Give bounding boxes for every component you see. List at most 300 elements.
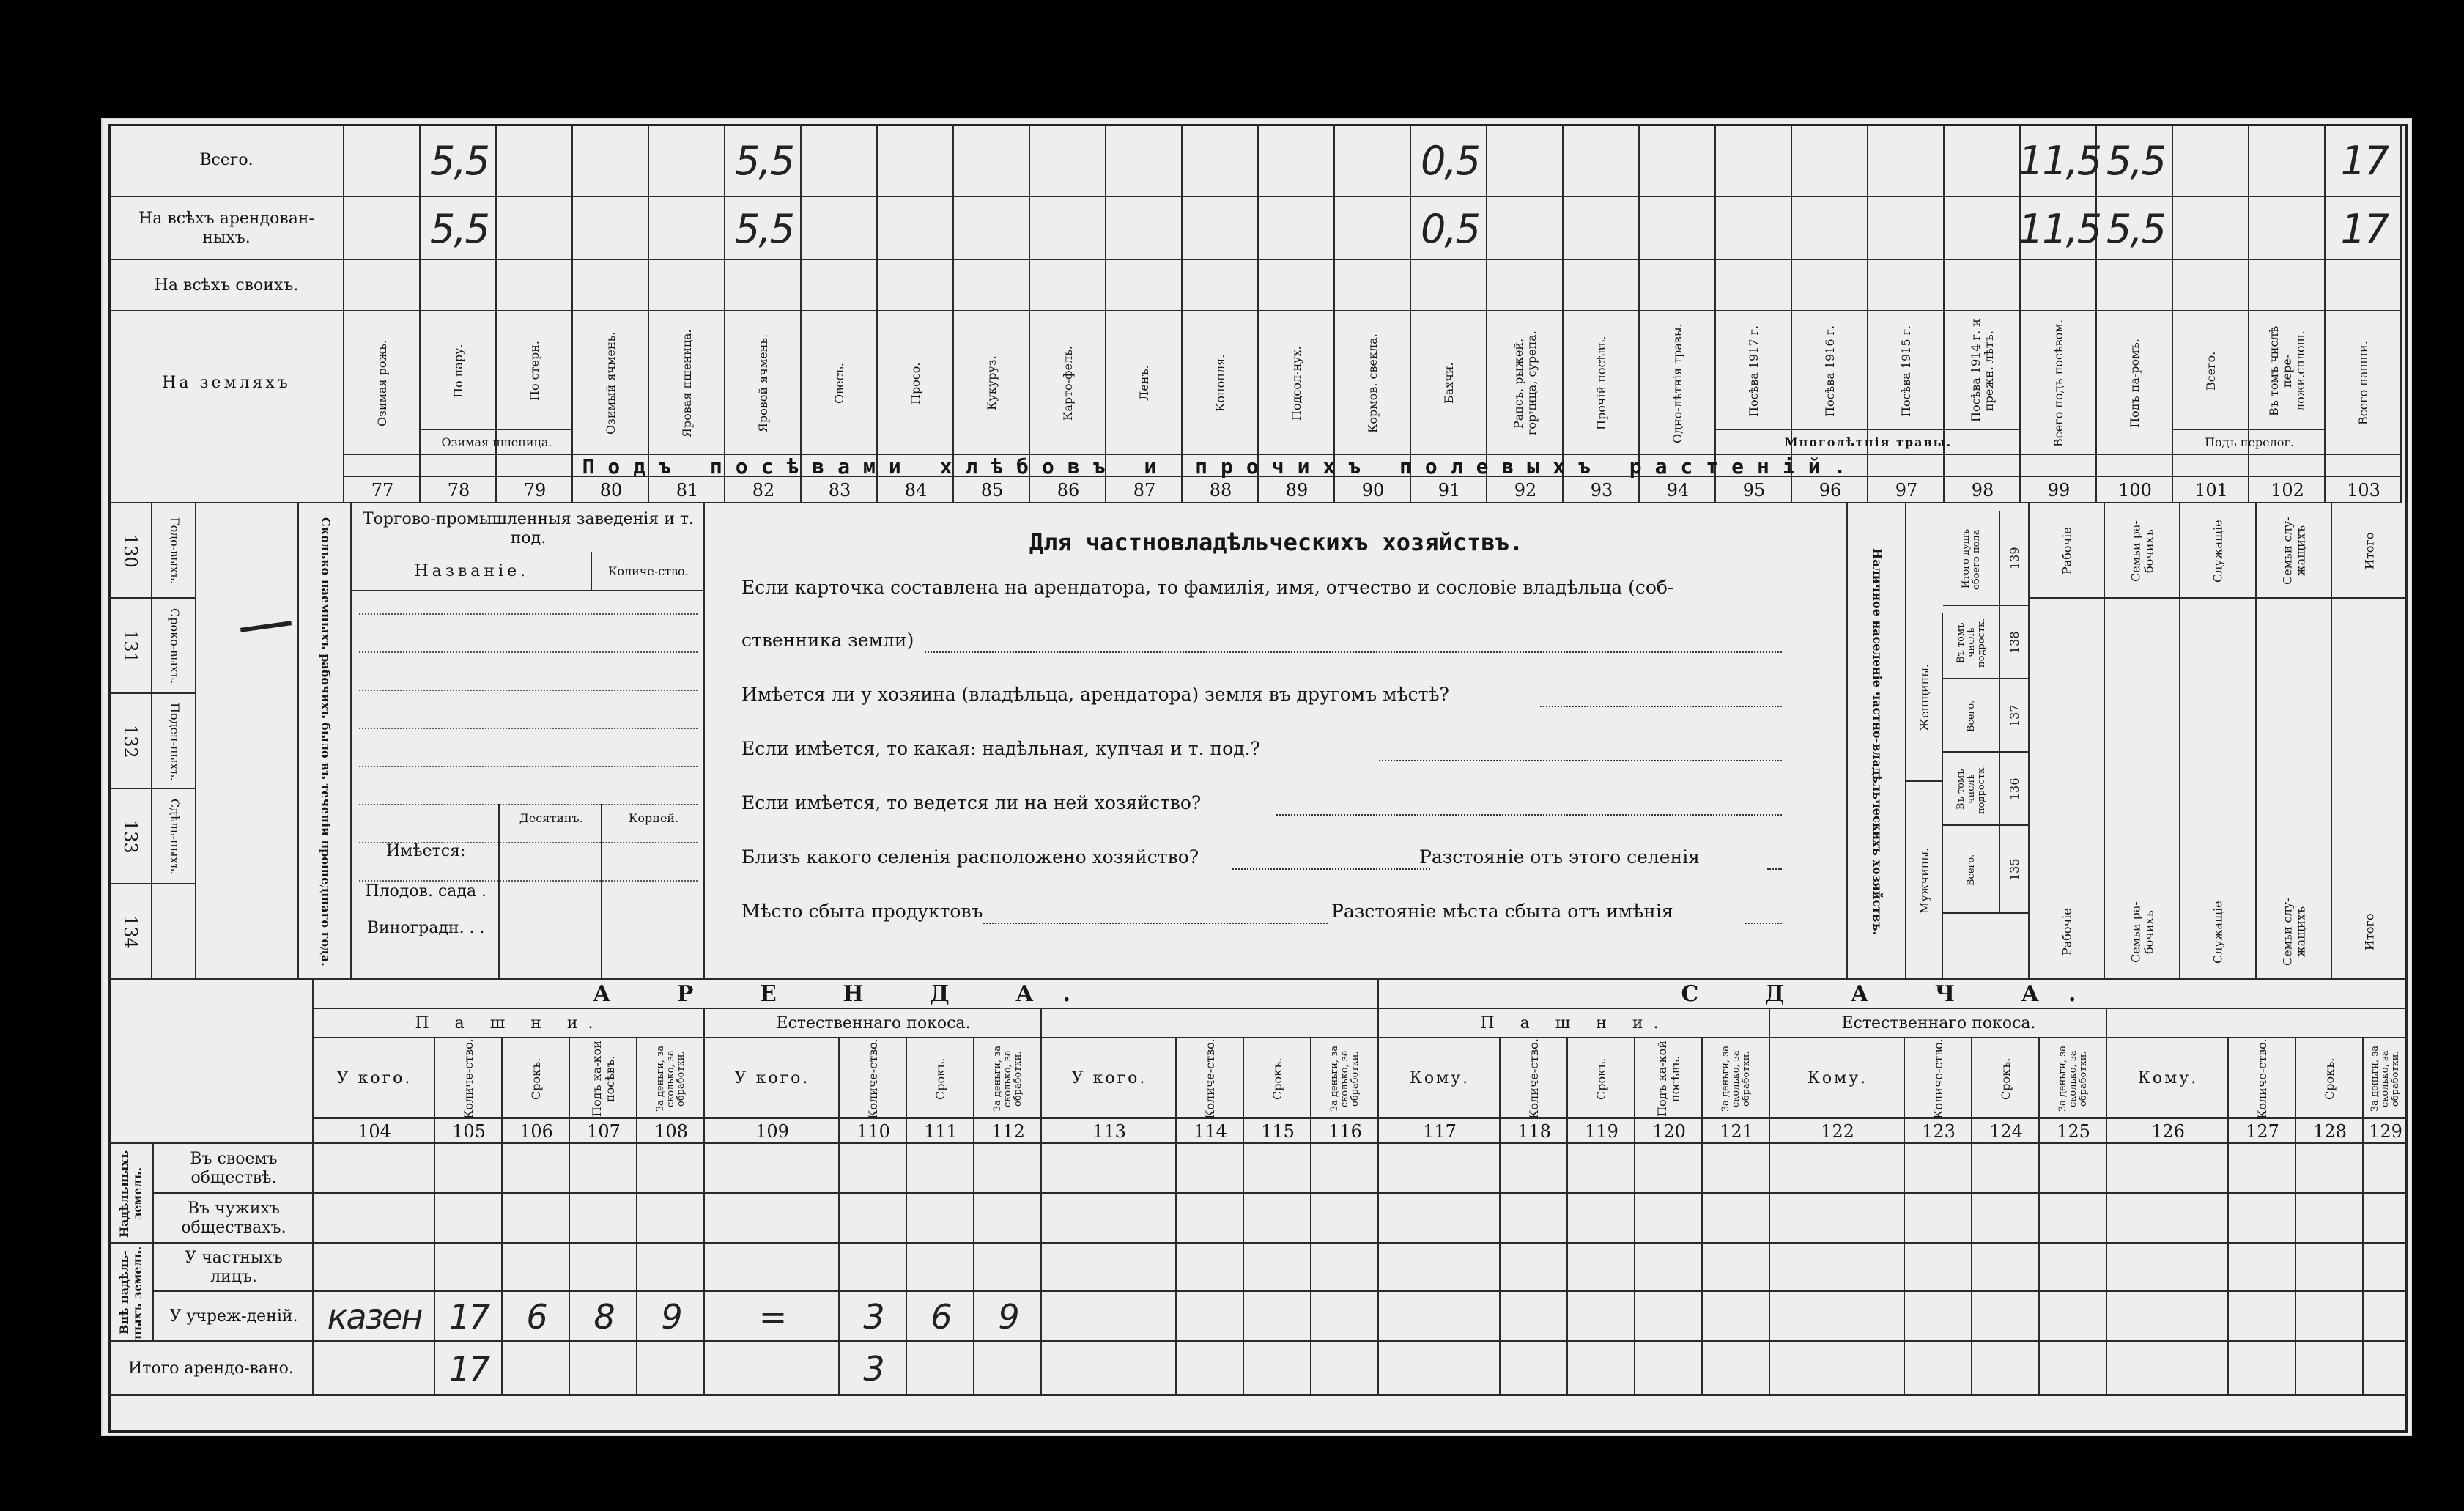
bottom-data-cell bbox=[2107, 1144, 2229, 1194]
answer-line[interactable] bbox=[1767, 867, 1782, 870]
bottom-column-number: 115 bbox=[1261, 1121, 1295, 1142]
row-label: На всѣхъ своихъ. bbox=[154, 276, 299, 295]
row-label: На всѣхъ арендован-ныхъ. bbox=[138, 210, 314, 247]
worker-column-label: Годо-выхъ. bbox=[168, 517, 182, 585]
bottom-data-cell bbox=[705, 1342, 840, 1396]
bottom-subgroup-label: П а ш н и. bbox=[1480, 1014, 1669, 1032]
bottom-column-number: 128 bbox=[2313, 1121, 2347, 1142]
data-cell bbox=[1945, 197, 2021, 260]
bottom-data-cell bbox=[1177, 1292, 1244, 1342]
handwritten-value: 5,5 bbox=[735, 137, 793, 184]
bottom-data-cell bbox=[570, 1144, 637, 1194]
bottom-data-cell bbox=[2229, 1194, 2296, 1244]
column-number: 80 bbox=[599, 480, 623, 500]
bottom-data-cell bbox=[907, 1342, 974, 1396]
data-cell bbox=[2173, 197, 2249, 260]
answer-line[interactable] bbox=[1276, 813, 1782, 816]
bottom-data-cell bbox=[705, 1144, 840, 1194]
workers-caption: Сколько наемныхъ рабочихъ было въ теченіи прошедшаго года. bbox=[319, 517, 333, 967]
handwritten-value: 5,5 bbox=[430, 205, 489, 252]
column-header-label: Всего подъ посѣвом. bbox=[2052, 319, 2065, 447]
data-cell bbox=[1792, 124, 1868, 197]
bottom-data-cell bbox=[1972, 1292, 2040, 1342]
bottom-header-label: За деньги, за сколько, за обработки. bbox=[1329, 1046, 1361, 1112]
bottom-column-number: 116 bbox=[1328, 1121, 1362, 1142]
bottom-data-cell bbox=[1311, 1194, 1379, 1244]
worker-column-label: Сдѣль-ныхъ. bbox=[168, 799, 182, 875]
bottom-data-cell bbox=[570, 1194, 637, 1244]
bottom-data-cell bbox=[840, 1194, 907, 1244]
bottom-column-number: 122 bbox=[1821, 1121, 1854, 1142]
bottom-column-number: 109 bbox=[755, 1121, 789, 1142]
bottom-data-cell bbox=[1770, 1244, 1905, 1292]
bottom-data-cell bbox=[314, 1342, 435, 1396]
bottom-header-label: Количе-ство. bbox=[1203, 1038, 1217, 1119]
worker-column-number: 130 bbox=[120, 534, 141, 568]
data-cell bbox=[1030, 260, 1106, 311]
data-cell bbox=[1868, 260, 1945, 311]
bottom-column-number: 107 bbox=[587, 1121, 621, 1142]
bottom-header-label: У кого. bbox=[734, 1069, 810, 1087]
bottom-data-cell bbox=[2040, 1342, 2107, 1396]
bottom-data-cell bbox=[1379, 1244, 1501, 1292]
column-header-label: По пару. bbox=[451, 344, 465, 398]
data-cell bbox=[1487, 124, 1564, 197]
data-cell bbox=[1716, 260, 1792, 311]
bottom-column-number: 108 bbox=[654, 1121, 688, 1142]
bottom-column-number: 121 bbox=[1720, 1121, 1753, 1142]
data-cell bbox=[1564, 197, 1640, 260]
group-label-grass: Многолѣтнія травы. bbox=[1784, 435, 1953, 449]
column-number: 98 bbox=[1971, 480, 1994, 500]
data-cell bbox=[802, 124, 878, 197]
bottom-data-cell bbox=[503, 1194, 570, 1244]
bottom-data-cell bbox=[2107, 1292, 2229, 1342]
bottom-data-cell bbox=[2107, 1244, 2229, 1292]
bottom-data-cell bbox=[705, 1194, 840, 1244]
handwritten-value: 0,5 bbox=[1421, 137, 1479, 184]
right-column-label-bottom: Итого bbox=[2362, 913, 2377, 951]
bottom-data-cell bbox=[2364, 1244, 2408, 1292]
bottom-data-cell bbox=[314, 1144, 435, 1194]
answer-line[interactable] bbox=[1540, 704, 1782, 707]
data-cell bbox=[1792, 197, 1868, 260]
column-number: 86 bbox=[1057, 480, 1080, 500]
population-caption: Наличное населеніе частно-владѣльческихъ хозяйствъ. bbox=[1871, 547, 1884, 936]
bottom-data-cell bbox=[1042, 1342, 1177, 1396]
data-cell bbox=[725, 260, 802, 311]
bottom-header-label: Подъ ка-кой посѣвъ. bbox=[590, 1041, 617, 1117]
population-column-number: 136 bbox=[2008, 777, 2021, 801]
women-label: Женщины. bbox=[1917, 663, 1931, 732]
bottom-data-cell bbox=[1042, 1194, 1177, 1244]
bottom-data-cell bbox=[1177, 1342, 1244, 1396]
answer-line[interactable] bbox=[983, 921, 1328, 924]
trade-row-line bbox=[359, 690, 698, 691]
bottom-header-label: Срокъ. bbox=[1270, 1057, 1284, 1100]
census-card bbox=[103, 119, 2411, 1435]
column-number: 77 bbox=[371, 480, 394, 500]
bottom-data-cell bbox=[1244, 1244, 1311, 1292]
bottom-data-cell bbox=[705, 1244, 840, 1292]
column-header-label: Озимая рожь. bbox=[375, 339, 389, 427]
row-label: Всего. bbox=[199, 151, 254, 169]
data-cell bbox=[1106, 124, 1183, 197]
bottom-data-cell bbox=[974, 1144, 1042, 1194]
data-cell bbox=[1183, 260, 1259, 311]
bottom-data-cell bbox=[2107, 1342, 2229, 1396]
bottom-subgroup-header bbox=[1042, 1009, 1379, 1038]
bottom-data-cell bbox=[1379, 1144, 1501, 1194]
trade-name-label: Названіе. bbox=[414, 562, 530, 580]
data-cell bbox=[1868, 197, 1945, 260]
data-cell bbox=[1106, 260, 1183, 311]
column-header-label: Одно-лѣтнія травы. bbox=[1671, 323, 1684, 443]
bottom-data-cell bbox=[1501, 1342, 1568, 1396]
right-column-label-top: Рабочіе bbox=[2060, 527, 2074, 575]
column-header-label: Яровой ячмень. bbox=[756, 333, 770, 433]
data-cell bbox=[1183, 124, 1259, 197]
bottom-data-cell bbox=[1972, 1144, 2040, 1194]
column-header-label: Кормов. свекла. bbox=[1366, 333, 1380, 433]
bottom-data-cell bbox=[1379, 1194, 1501, 1244]
bottom-data-cell bbox=[1703, 1194, 1770, 1244]
bottom-column-number: 112 bbox=[991, 1121, 1025, 1142]
bottom-data-cell bbox=[1703, 1144, 1770, 1194]
bottom-data-cell bbox=[2107, 1194, 2229, 1244]
bottom-data-cell bbox=[2229, 1244, 2296, 1292]
data-cell bbox=[573, 260, 649, 311]
data-cell bbox=[2021, 260, 2097, 311]
data-cell bbox=[1030, 197, 1106, 260]
bottom-data-cell bbox=[1770, 1144, 1905, 1194]
bottom-header-label: Подъ ка-кой посѣвъ. bbox=[1655, 1041, 1682, 1117]
data-cell bbox=[878, 260, 954, 311]
data-cell bbox=[802, 197, 878, 260]
bottom-data-cell bbox=[1311, 1342, 1379, 1396]
vineyards-label: Виноградн. . . bbox=[366, 919, 485, 937]
bottom-data-cell bbox=[637, 1342, 705, 1396]
data-cell bbox=[1640, 260, 1716, 311]
bottom-data-cell bbox=[2040, 1244, 2107, 1292]
bottom-column-number: 114 bbox=[1194, 1121, 1227, 1142]
bottom-header-label: Количе-ство. bbox=[2255, 1038, 2269, 1119]
data-cell bbox=[344, 260, 421, 311]
bottom-column-number: 125 bbox=[2057, 1121, 2090, 1142]
bottom-data-cell bbox=[1379, 1342, 1501, 1396]
bottom-data-cell bbox=[974, 1194, 1042, 1244]
bottom-data-cell bbox=[1501, 1292, 1568, 1342]
bottom-data-cell bbox=[435, 1144, 503, 1194]
bottom-column-number: 110 bbox=[857, 1121, 890, 1142]
bottom-corner bbox=[108, 980, 314, 1144]
trade-title: Торгово-промышленныя заведенія и т. под. bbox=[362, 510, 695, 547]
answer-line[interactable] bbox=[1379, 758, 1782, 761]
bottom-header-label: За деньги, за сколько, за обработки. bbox=[655, 1046, 687, 1112]
column-number: 78 bbox=[447, 480, 470, 500]
column-number: 89 bbox=[1285, 480, 1309, 500]
bottom-header-label: Срокъ. bbox=[1999, 1057, 2013, 1100]
bottom-subgroup-label: Естественнаго покоса. bbox=[1841, 1014, 2036, 1032]
handwritten-value: 11,5 bbox=[2018, 137, 2101, 184]
column-number: 102 bbox=[2271, 480, 2304, 500]
bottom-data-cell bbox=[1905, 1342, 1972, 1396]
row-label: На земляхъ bbox=[162, 374, 291, 392]
bottom-column-number: 111 bbox=[924, 1121, 958, 1142]
data-cell bbox=[649, 124, 725, 197]
bottom-column-number: 117 bbox=[1423, 1121, 1457, 1142]
desyatin-label: Десятинъ. bbox=[519, 811, 583, 825]
bottom-column-number: 113 bbox=[1092, 1121, 1126, 1142]
bottom-data-cell bbox=[1244, 1144, 1311, 1194]
bottom-data-cell bbox=[570, 1244, 637, 1292]
bottom-data-cell bbox=[840, 1144, 907, 1194]
banner-cell bbox=[2326, 455, 2402, 477]
answer-line[interactable] bbox=[1745, 921, 1782, 924]
bottom-data-cell bbox=[2296, 1292, 2364, 1342]
bottom-data-cell bbox=[1703, 1292, 1770, 1342]
data-cell bbox=[344, 197, 421, 260]
handwritten-value: 17 bbox=[448, 1297, 489, 1337]
bottom-data-cell bbox=[1972, 1342, 2040, 1396]
bottom-data-cell bbox=[2229, 1144, 2296, 1194]
worker-column-number: 132 bbox=[120, 725, 141, 758]
data-cell bbox=[1868, 124, 1945, 197]
data-cell bbox=[954, 197, 1030, 260]
bottom-data-cell bbox=[1770, 1342, 1905, 1396]
bottom-column-number: 105 bbox=[452, 1121, 486, 1142]
bottom-column-number: 124 bbox=[1989, 1121, 2023, 1142]
bottom-data-cell bbox=[1770, 1194, 1905, 1244]
handwritten-value: казен bbox=[327, 1297, 422, 1337]
bottom-subgroup-header bbox=[2107, 1009, 2408, 1038]
data-cell bbox=[1335, 124, 1411, 197]
bottom-data-cell bbox=[907, 1194, 974, 1244]
bottom-header-label: Срокъ. bbox=[529, 1057, 543, 1100]
right-column-label-top: Семьи слу-жащихъ bbox=[2280, 517, 2308, 585]
handwritten-value: 5,5 bbox=[2106, 137, 2165, 184]
data-cell bbox=[1030, 124, 1106, 197]
column-header-label: Посѣва 1915 г. bbox=[1899, 325, 1913, 417]
bottom-data-cell bbox=[1177, 1244, 1244, 1292]
question-market-distance: Разстояніе мѣста сбыта отъ имѣнія bbox=[1331, 901, 1673, 922]
column-number: 87 bbox=[1133, 480, 1156, 500]
data-cell bbox=[497, 260, 573, 311]
bottom-data-cell bbox=[1244, 1342, 1311, 1396]
bottom-data-cell bbox=[2364, 1194, 2408, 1244]
bottom-header-label: Количе-ство. bbox=[1527, 1038, 1541, 1119]
question-farming: Если имѣется, то ведется ли на ней хозяйство? bbox=[741, 792, 1202, 813]
data-cell bbox=[497, 124, 573, 197]
column-header-label: Подъ па-ромъ. bbox=[2128, 339, 2142, 428]
data-cell bbox=[878, 197, 954, 260]
right-column-label-bottom: Семьи ра-бочихъ bbox=[2128, 901, 2156, 963]
data-cell bbox=[2326, 260, 2402, 311]
bottom-data-cell bbox=[2364, 1342, 2408, 1396]
data-cell bbox=[1564, 124, 1640, 197]
question-other-land: Имѣется ли у хозяина (владѣльца, арендатора) земля въ другомъ мѣстѣ? bbox=[741, 684, 1449, 705]
right-column-label-bottom: Служащіе bbox=[2210, 901, 2225, 964]
data-cell bbox=[573, 197, 649, 260]
data-cell bbox=[1487, 260, 1564, 311]
orchards-label: Плодов. сада . bbox=[365, 882, 487, 901]
answer-line[interactable] bbox=[1232, 867, 1430, 870]
bottom-data-cell bbox=[1568, 1342, 1635, 1396]
bottom-data-cell bbox=[2364, 1292, 2408, 1342]
question-owner-line1: Если карточка составлена на арендатора, то фамилія, имя, отчество и сословіе владѣльца (соб- bbox=[741, 577, 1674, 598]
data-cell bbox=[1487, 197, 1564, 260]
column-number: 90 bbox=[1361, 480, 1385, 500]
column-header-label: Кукуруз. bbox=[985, 355, 999, 411]
worker-column-label: Поден-ныхъ. bbox=[168, 702, 182, 781]
column-number: 96 bbox=[1819, 480, 1842, 500]
bottom-data-cell bbox=[314, 1244, 435, 1292]
data-cell bbox=[1564, 260, 1640, 311]
data-cell bbox=[497, 197, 573, 260]
sdacha-label: С Д А Ч А. bbox=[1681, 981, 2106, 1007]
population-column-number: 135 bbox=[2008, 858, 2021, 882]
bottom-data-cell bbox=[1379, 1292, 1501, 1342]
data-cell bbox=[1259, 260, 1335, 311]
right-column-label-bottom: Рабочіе bbox=[2060, 908, 2074, 956]
right-column-label-top: Служащіе bbox=[2210, 520, 2225, 583]
bottom-data-cell bbox=[314, 1194, 435, 1244]
bottom-header-label: Срокъ. bbox=[1594, 1057, 1608, 1100]
bottom-data-cell bbox=[1568, 1194, 1635, 1244]
bottom-data-cell bbox=[503, 1244, 570, 1292]
bottom-header-label: У кого. bbox=[1071, 1069, 1147, 1087]
group-label-vne: Внѣ надѣль-ныхъ земель. bbox=[117, 1246, 144, 1340]
question-market: Мѣсто сбыта продуктовъ bbox=[741, 901, 983, 922]
bottom-data-cell bbox=[1042, 1292, 1177, 1342]
bottom-data-cell bbox=[1905, 1292, 1972, 1342]
bottom-data-cell bbox=[637, 1244, 705, 1292]
group-label-wheat: Озимая пшеница. bbox=[441, 435, 552, 449]
handwritten-value: 17 bbox=[2340, 137, 2389, 184]
column-number: 79 bbox=[523, 480, 547, 500]
answer-line[interactable] bbox=[925, 650, 1782, 653]
bottom-data-cell bbox=[974, 1342, 1042, 1396]
bottom-data-cell bbox=[503, 1342, 570, 1396]
bottom-data-cell bbox=[1905, 1194, 1972, 1244]
question-land-type: Если имѣется, то какая: надѣльная, купчая и т. под.? bbox=[741, 738, 1260, 759]
data-cell bbox=[2097, 260, 2173, 311]
bottom-data-cell bbox=[974, 1244, 1042, 1292]
worker-column-number: 133 bbox=[120, 820, 141, 854]
bottom-header-label: Кому. bbox=[2137, 1069, 2199, 1087]
column-header-label: Ленъ. bbox=[1137, 365, 1151, 402]
bottom-data-cell bbox=[840, 1244, 907, 1292]
bottom-data-cell bbox=[1311, 1244, 1379, 1292]
column-header-label: Конопля. bbox=[1213, 354, 1227, 413]
bottom-data-cell bbox=[1770, 1292, 1905, 1342]
bottom-header-label: Кому. bbox=[1409, 1069, 1470, 1087]
data-cell bbox=[802, 260, 878, 311]
column-header-label: Всего. bbox=[2204, 351, 2218, 391]
arenda-label: А Р Е Н Д А. bbox=[593, 981, 1100, 1007]
data-cell bbox=[1259, 124, 1335, 197]
bottom-data-cell bbox=[637, 1144, 705, 1194]
data-cell bbox=[649, 260, 725, 311]
bottom-data-cell bbox=[503, 1144, 570, 1194]
bottom-header-label: У кого. bbox=[336, 1069, 412, 1087]
handwritten-value: 17 bbox=[2340, 205, 2389, 252]
bottom-header-label: Количе-ство. bbox=[462, 1038, 476, 1119]
has-label: Имѣется: bbox=[386, 842, 466, 860]
handwritten-value: 3 bbox=[863, 1349, 884, 1389]
banner-cell bbox=[2249, 455, 2326, 477]
bottom-data-cell bbox=[1244, 1194, 1311, 1244]
column-header-label: По стерн. bbox=[528, 341, 541, 401]
column-number: 85 bbox=[980, 480, 1004, 500]
data-cell bbox=[2173, 124, 2249, 197]
population-column-number: 137 bbox=[2008, 704, 2021, 728]
bottom-data-cell bbox=[1635, 1342, 1703, 1396]
data-cell bbox=[1335, 260, 1411, 311]
data-cell bbox=[344, 124, 421, 197]
column-number: 99 bbox=[2047, 480, 2071, 500]
bottom-data-cell bbox=[1311, 1292, 1379, 1342]
trade-row-line bbox=[359, 651, 698, 653]
handwritten-value: 6 bbox=[931, 1297, 951, 1337]
column-number: 95 bbox=[1742, 480, 1766, 500]
bottom-data-cell bbox=[1635, 1244, 1703, 1292]
bottom-data-cell bbox=[2296, 1244, 2364, 1292]
crops-banner: Подъ посѣвами хлѣбовъ и прочихъ полевыхъ растеній. bbox=[582, 454, 1860, 479]
data-cell bbox=[421, 260, 497, 311]
population-column-number: 139 bbox=[2008, 547, 2021, 570]
data-cell bbox=[878, 124, 954, 197]
bottom-data-cell bbox=[1568, 1292, 1635, 1342]
data-cell bbox=[573, 124, 649, 197]
handwritten-value: 8 bbox=[593, 1297, 614, 1337]
bottom-data-cell bbox=[435, 1194, 503, 1244]
column-number: 91 bbox=[1438, 480, 1461, 500]
bottom-column-number: 120 bbox=[1652, 1121, 1686, 1142]
data-cell bbox=[1640, 197, 1716, 260]
bottom-data-cell bbox=[907, 1144, 974, 1194]
data-cell bbox=[2173, 260, 2249, 311]
bottom-data-cell bbox=[1972, 1244, 2040, 1292]
column-header-label: Всего пашни. bbox=[2356, 341, 2370, 426]
data-cell bbox=[2249, 124, 2326, 197]
bottom-row-label: Въ чужихъ обществахъ. bbox=[181, 1200, 286, 1237]
bottom-row-label: Итого арендо-вано. bbox=[128, 1359, 294, 1378]
question-owner-line2: ственника земли) bbox=[741, 629, 914, 651]
bottom-data-cell bbox=[2364, 1144, 2408, 1194]
data-cell bbox=[1716, 197, 1792, 260]
bottom-column-number: 106 bbox=[519, 1121, 553, 1142]
handwritten-value: 0,5 bbox=[1421, 205, 1479, 252]
data-cell bbox=[2249, 260, 2326, 311]
data-cell bbox=[1640, 124, 1716, 197]
group-label-fallow: Подъ перелог. bbox=[2205, 435, 2294, 449]
column-number: 101 bbox=[2194, 480, 2228, 500]
bottom-data-cell bbox=[2040, 1194, 2107, 1244]
trade-row-line bbox=[359, 728, 698, 729]
bottom-data-cell bbox=[1177, 1144, 1244, 1194]
column-number: 83 bbox=[828, 480, 851, 500]
bottom-data-cell bbox=[1568, 1144, 1635, 1194]
population-column-label: Въ томъ числѣ подростк. bbox=[1956, 618, 1987, 668]
handwritten-value: 6 bbox=[526, 1297, 547, 1337]
bottom-data-cell bbox=[1703, 1342, 1770, 1396]
column-header-label: Озимый ячмень. bbox=[604, 331, 618, 435]
bottom-data-cell bbox=[2040, 1144, 2107, 1194]
handwritten-value: 5,5 bbox=[735, 205, 793, 252]
bottom-data-cell bbox=[435, 1244, 503, 1292]
worker-column-label bbox=[152, 884, 196, 980]
